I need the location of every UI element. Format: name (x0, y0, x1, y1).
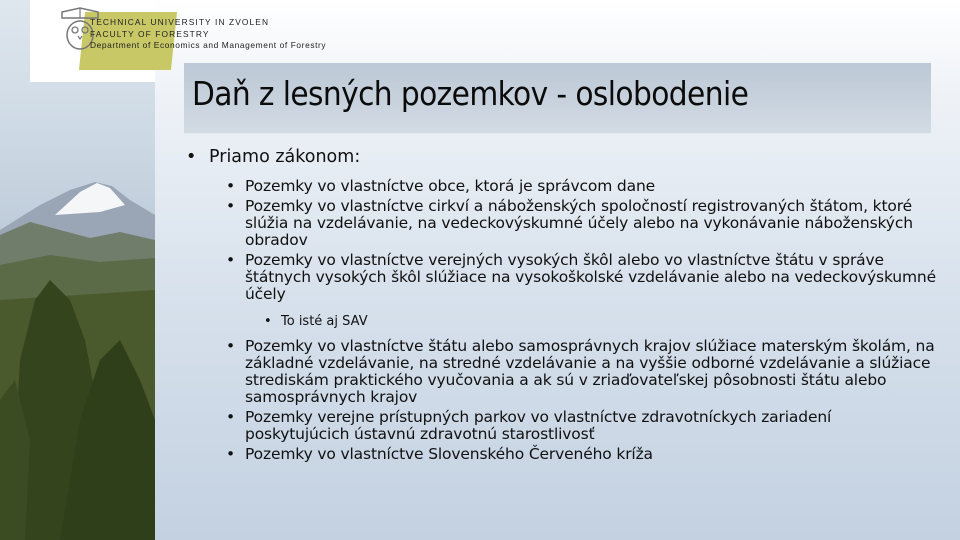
university-header (90, 17, 326, 52)
slide-title: Daň z lesných pozemkov - oslobodenie (192, 74, 749, 113)
slide-content (186, 146, 936, 466)
bullet-icon: • (264, 314, 272, 329)
department-name: Department of Economics and Management of Forestry (90, 40, 327, 50)
list-item-text: Pozemky vo vlastníctve verejných vysokých škôl alebo vo vlastníctve štátu v správe štátnych vysokých škôl slúžiace na vysokoškolské vzdelávanie alebo na vedeckovýskumné účely (245, 251, 936, 303)
bullet-icon: • (226, 337, 235, 355)
list-item-text: Pozemky vo vlastníctve Slovenského Červeného kríža (245, 445, 653, 463)
bullet-icon: • (226, 251, 235, 269)
list-item-text: Pozemky vo vlastníctve štátu alebo samosprávnych krajov slúžiace materským školám, na základné vzdelávanie, na stredné vzdelávanie a na vyššie odborné vzdelávanie a slúžiace strediskám praktického vyučovania a ak sú v zriaďovateľskej pôsobnosti štátu alebo samosprávnych krajov (245, 337, 935, 406)
bullet-icon: • (226, 408, 235, 426)
list-item-text: Pozemky vo vlastníctve cirkví a náboženských spoločností registrovaných štátom, ktoré slúžia na vzdelávanie, na vedeckovýskumné účely alebo na vykonávanie náboženských obradov (245, 197, 913, 249)
list-item-text: Pozemky verejne prístupných parkov vo vlastníctve zdravotníckych zariadení poskytujúcich ústavnú zdravotnú starostlivosť (245, 408, 832, 443)
bullet-icon: • (186, 147, 197, 167)
list-item (186, 409, 936, 443)
list-item (186, 446, 936, 463)
bullet-icon: • (226, 197, 235, 215)
bullet-icon: • (226, 445, 235, 463)
university-name: TECHNICAL UNIVERSITY IN ZVOLEN (90, 17, 270, 27)
list-item (186, 252, 936, 303)
list-item (186, 178, 936, 195)
list-item-text: Pozemky vo vlastníctve obce, ktorá je správcom dane (245, 177, 656, 195)
sub-list-item-text: To isté aj SAV (281, 314, 368, 329)
sub-list-item (186, 313, 936, 330)
bullet-icon: • (226, 177, 235, 195)
list-item (186, 198, 936, 249)
list-item (186, 338, 936, 406)
faculty-name: FACULTY OF FORESTRY (90, 28, 210, 39)
list-item (186, 146, 936, 168)
list-item-text: Priamo zákonom: (209, 147, 361, 167)
